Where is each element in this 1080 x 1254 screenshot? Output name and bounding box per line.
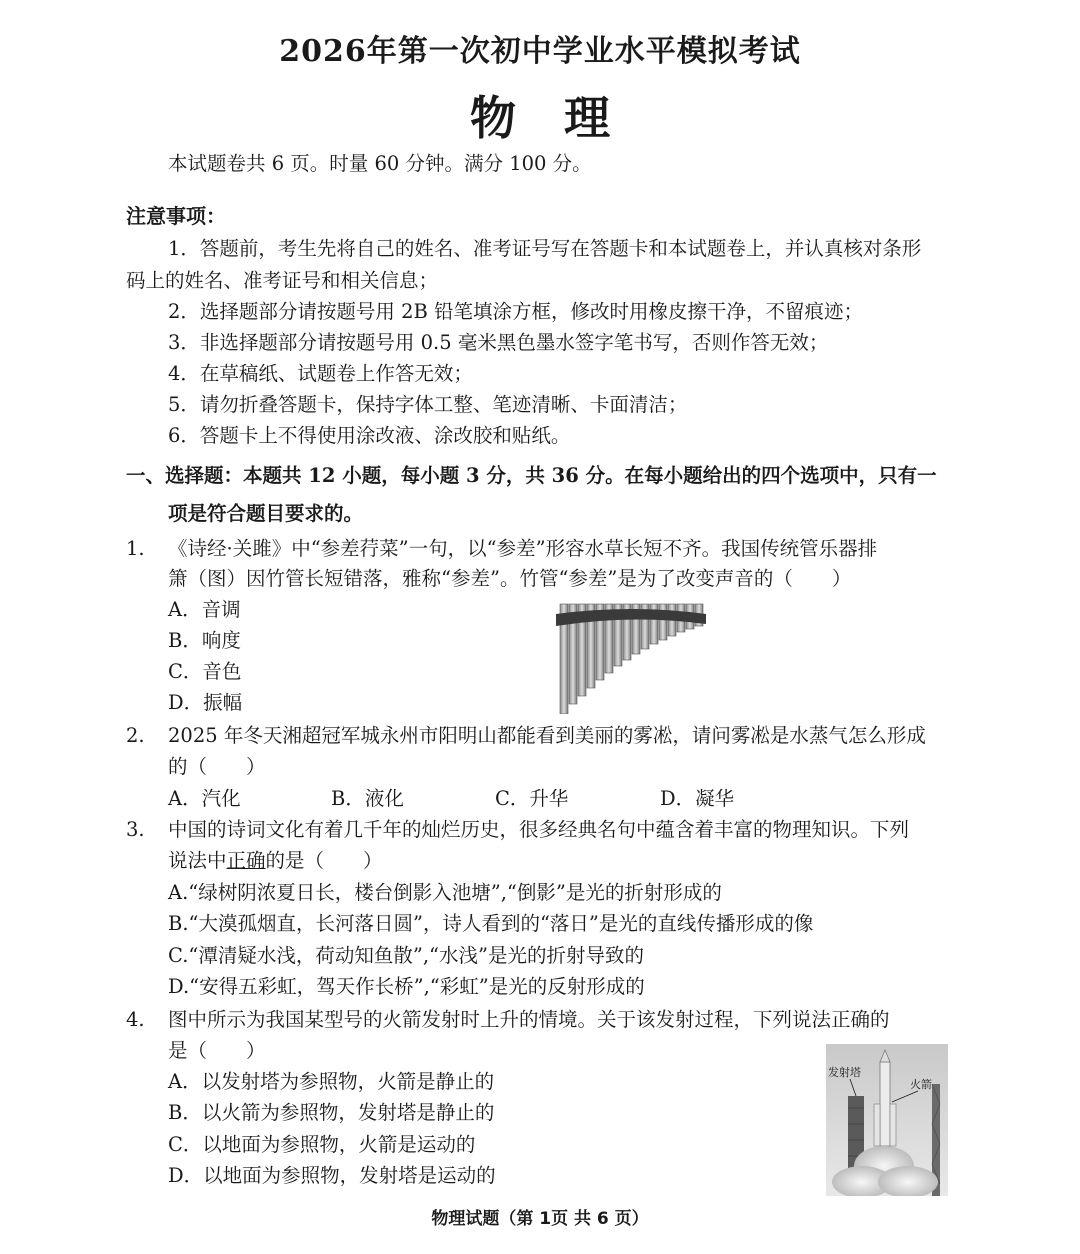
subject-title: 物理 (470, 91, 658, 145)
notice-item: 1．答题前，考生先将自己的姓名、准考证号写在答题卡和本试题卷上，并认真核对条形 (168, 237, 922, 260)
notice-item: 6．答题卡上不得使用涂改液、涂改胶和贴纸。 (168, 424, 571, 447)
notice-item: 5．请勿折叠答题卡，保持字体工整、笔迹清晰、卡面清洁； (168, 393, 688, 416)
question-number: 2. (126, 724, 145, 747)
notice-heading: 注意事项： (126, 204, 226, 228)
question-text (168, 847, 383, 875)
option-c: C．升华 (495, 787, 569, 810)
question-text: 的（ ） (168, 755, 266, 778)
rocket-launch-image (826, 1044, 948, 1196)
question-text: 箫（图）因竹管长短错落，雅称“参差”。竹管“参差”是为了改变声音的（ ） (168, 567, 852, 590)
question-text: 《诗经·关雎》中“参差荇菜”一句，以“参差”形容水草长短不齐。我国传统管乐器排 (168, 537, 878, 560)
option-a: A．以发射塔为参照物，火箭是静止的 (168, 1070, 495, 1093)
option-d: D．以地面为参照物，发射塔是运动的 (168, 1164, 496, 1187)
option-b: B．液化 (331, 787, 404, 810)
option-b: B．响度 (168, 629, 241, 652)
option-b: B.“大漠孤烟直，长河落日圆”，诗人看到的“落日”是光的直线传播形成的像 (168, 912, 814, 935)
question-number: 1. (126, 537, 145, 560)
option-d: D.“安得五彩虹，驾天作长桥”,“彩虹”是光的反射形成的 (168, 975, 645, 998)
option-a: A.“绿树阴浓夏日长，楼台倒影入池塘”,“倒影”是光的折射形成的 (168, 881, 722, 904)
question-text: 2025 年冬天湘超冠军城永州市阳明山都能看到美丽的雾凇，请问雾凇是水蒸气怎么形成 (168, 724, 926, 747)
section-heading-cont: 项是符合题目要求的。 (168, 502, 364, 525)
question-text-post: 的是（ ） (265, 849, 383, 872)
pan-flute-image (556, 596, 706, 714)
question-text: 是（ ） (168, 1039, 266, 1062)
rocket-label: 火箭 (910, 1078, 932, 1091)
option-c: C．以地面为参照物，火箭是运动的 (168, 1133, 476, 1156)
notice-item: 码上的姓名、准考证号和相关信息； (126, 269, 439, 292)
notice-item: 3．非选择题部分请按题号用 0.5 毫米黑色墨水签字笔书写，否则作答无效； (168, 331, 829, 354)
underlined-keyword: 正确 (226, 849, 266, 872)
exam-title: 2026年第一次初中学业水平模拟考试 (279, 34, 801, 69)
option-c: C.“潭清疑水浅，荷动知鱼散”,“水浅”是光的折射导致的 (168, 944, 644, 967)
question-number: 3. (126, 818, 145, 841)
notice-item: 2．选择题部分请按题号用 2B 铅笔填涂方框，修改时用橡皮擦干净，不留痕迹； (168, 300, 864, 323)
option-d: D．振幅 (168, 691, 243, 714)
notice-item: 4．在草稿纸、试题卷上作答无效； (168, 362, 473, 385)
option-b: B．以火箭为参照物，发射塔是静止的 (168, 1101, 495, 1124)
section-heading: 一、选择题：本题共 12 小题，每小题 3 分，共 36 分。在每小题给出的四个选项中，只有一 (126, 464, 937, 487)
option-a: A．汽化 (168, 787, 241, 810)
question-text: 图中所示为我国某型号的火箭发射时上升的情境。关于该发射过程，下列说法正确的 (168, 1008, 890, 1031)
question-number: 4. (126, 1008, 145, 1031)
question-text: 中国的诗词文化有着几千年的灿烂历史，很多经典名句中蕴含着丰富的物理知识。下列 (168, 818, 910, 841)
page-footer: 物理试题（第 1页 共 6 页） (431, 1209, 649, 1229)
exam-info: 本试题卷共 6 页。时量 60 分钟。满分 100 分。 (168, 152, 592, 175)
option-c: C．音色 (168, 660, 242, 683)
question-text-pre: 说法中 (168, 849, 227, 872)
option-a: A．音调 (168, 598, 241, 621)
tower-label: 发射塔 (828, 1066, 861, 1079)
option-d: D．凝华 (660, 787, 735, 810)
